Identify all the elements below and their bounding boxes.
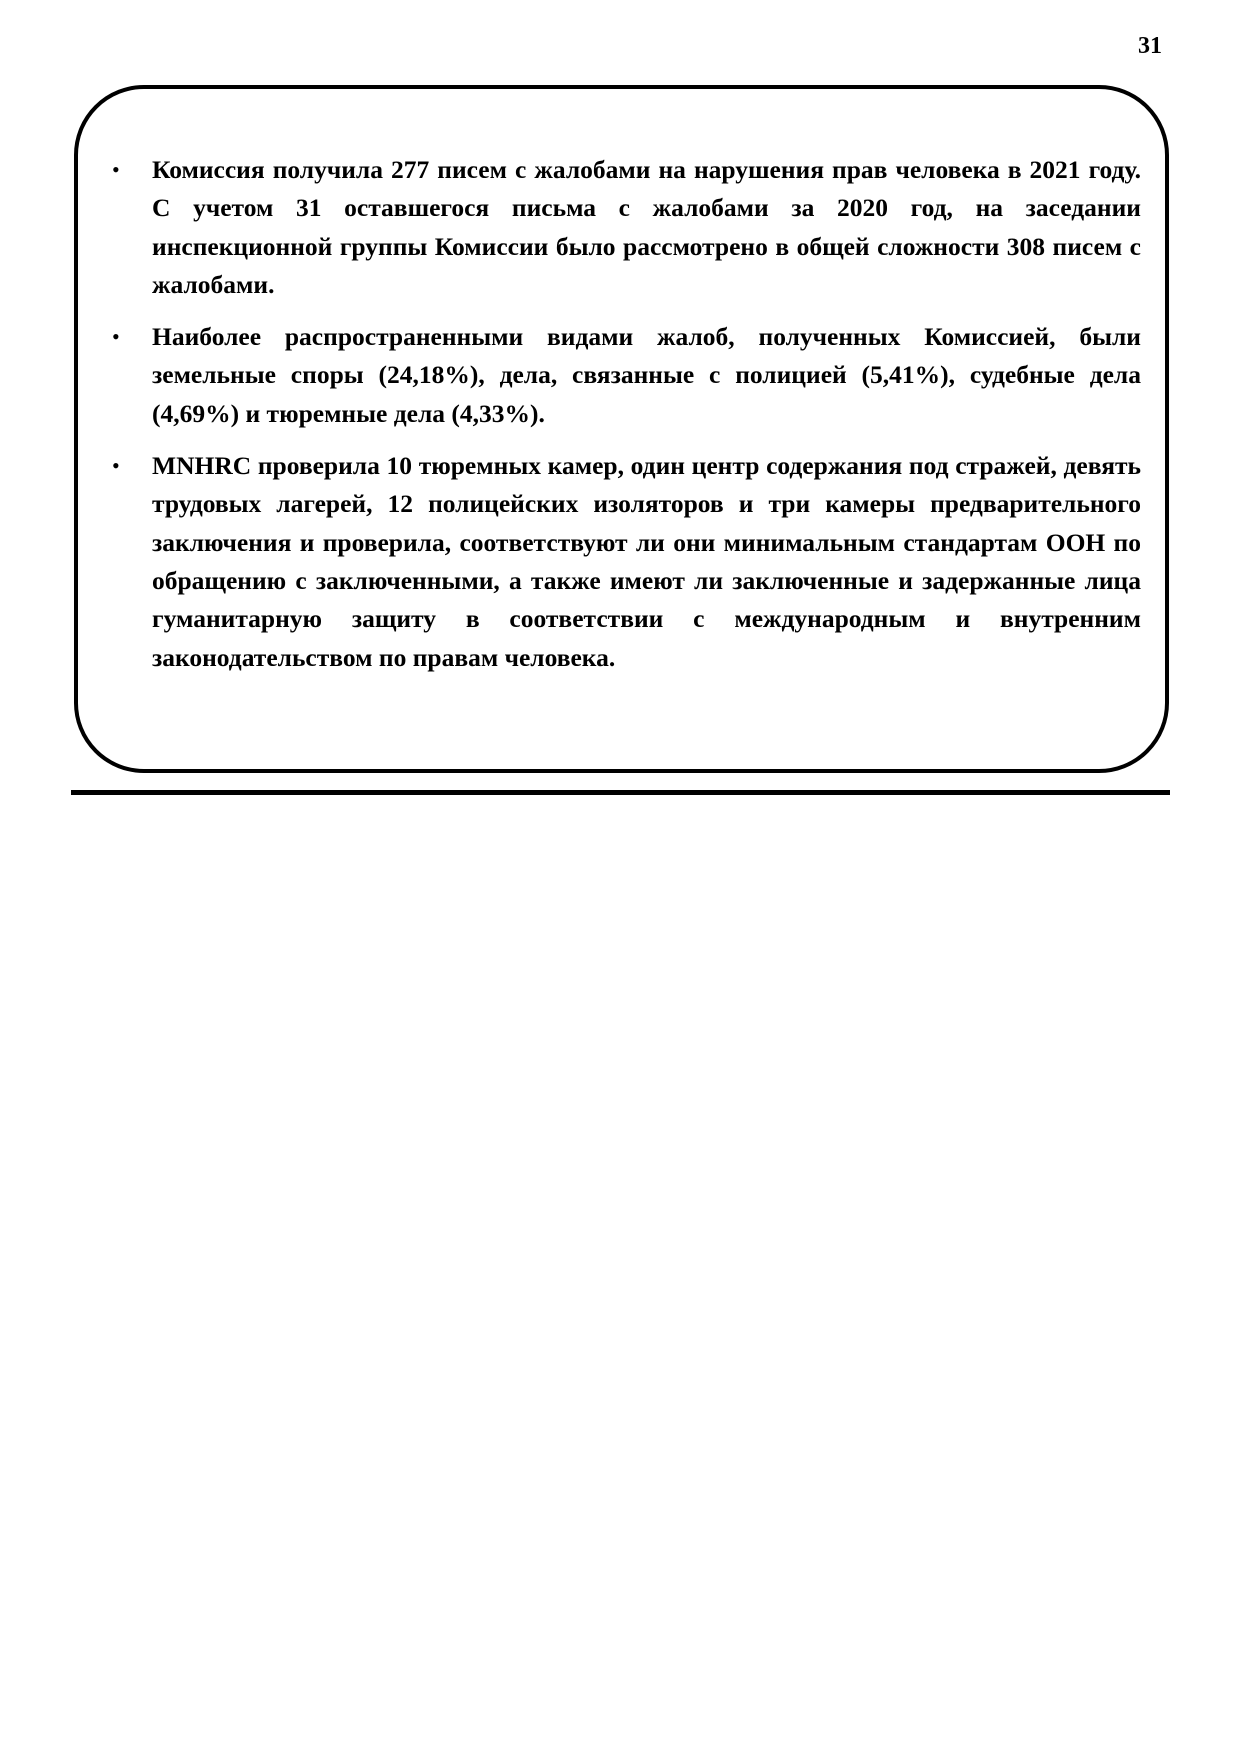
bullet-icon: • xyxy=(112,157,120,182)
bullet-icon: • xyxy=(112,324,120,350)
bullet-text-complaint-types: Наиболее распространенными видами жалоб, полученных Комиссией, были земельные споры (24,18%), дела, связанные с полицией (5,41%), судебные дела (4,69%) и тюремные дела (4,33%). xyxy=(152,322,1141,428)
summary-box xyxy=(74,85,1169,773)
list-item xyxy=(111,447,1141,677)
bullet-list xyxy=(111,151,1141,677)
bullet-text-inspections: MNHRC проверила 10 тюремных камер, один центр содержания под стражей, девять трудовых лагерей, 12 полицейских изоляторов и три камеры предварительного заключения и проверила, соответствуют ли они минимальным стандартам ООН по обращению с заключенными, а также имеют ли заключенные и задержанные лица гуманитарную защиту в соответствии с международным и внутренним законодательством по правам человека. xyxy=(152,451,1141,672)
page-number: 31 xyxy=(1138,33,1162,59)
bullet-text-complaints-received: Комиссия получила 277 писем с жалобами на нарушения прав человека в 2021 году. С учетом 31 оставшегося письма с жалобами за 2020 год, на заседании инспекционной группы Комиссии было рассмотрено в общей сложности 308 писем с жалобами. xyxy=(152,155,1141,299)
horizontal-divider xyxy=(71,790,1170,795)
list-item xyxy=(111,151,1141,304)
list-item xyxy=(111,318,1141,433)
bullet-icon: • xyxy=(112,453,120,479)
